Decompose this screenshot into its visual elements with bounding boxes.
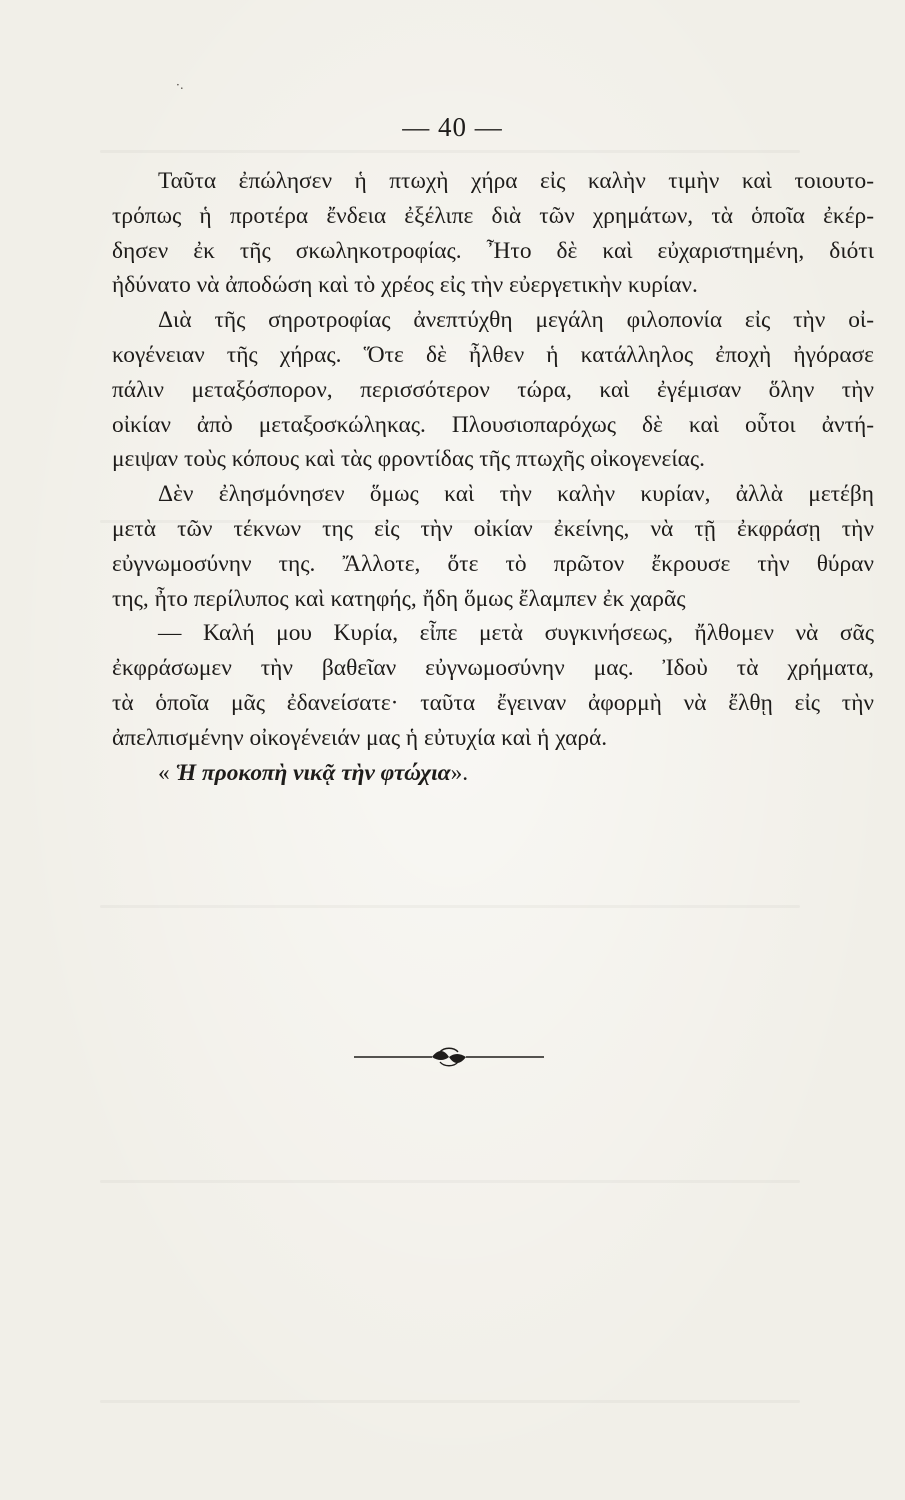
motto-text: Ἡ προκοπὴ νικᾷ τὴν φτώχια <box>175 759 451 786</box>
bleed-through-mark <box>100 905 800 908</box>
text-line: κογένειαν τῆς χήρας. Ὅτε δὲ ἦλθεν ἡ κατάλληλος ἐποχὴ ἠγόρασε <box>112 341 874 368</box>
text-line: Διὰ τῆς σηροτροφίας ἀνεπτύχθη μεγάλη φιλοπονία εἰς τὴν οἰ- <box>158 307 874 334</box>
motto-open-quote: « <box>158 759 170 786</box>
bleed-through-mark <box>100 1180 800 1183</box>
text-line: Δὲν ἐλησμόνησεν ὅμως καὶ τὴν καλὴν κυρίαν, ἀλλὰ μετέβη <box>158 481 874 508</box>
fleuron-divider-icon <box>354 1045 544 1069</box>
text-line: Ταῦτα ἐπώλησεν ἡ πτωχὴ χήρα εἰς καλὴν τιμὴν καὶ τοιουτο- <box>158 168 874 194</box>
text-line: εὐγνωμοσύνην της. Ἄλλοτε, ὅτε τὸ πρῶτον ἔκρουσε τὴν θύραν <box>112 550 874 577</box>
body-text <box>112 164 874 790</box>
text-line: τὰ ὁποῖα μᾶς ἐδανείσατε· ταῦτα ἔγειναν ἀφορμὴ νὰ ἔλθῃ εἰς τὴν <box>112 689 874 716</box>
text-line: δησεν ἐκ τῆς σκωληκοτροφίας. Ἦτο δὲ καὶ εὐχαριστημένη, διότι <box>112 237 874 264</box>
motto-line <box>112 756 874 791</box>
text-line: πάλιν μεταξόσπορον, περισσότερον τώρα, καὶ ἐγέμισαν ὅλην τὴν <box>112 376 874 403</box>
motto-close-quote: ». <box>450 759 469 786</box>
text-line: μετὰ τῶν τέκνων της εἰς τὴν οἰκίαν ἐκείνης, νὰ τῇ ἐκφράσῃ τὴν <box>112 515 874 542</box>
text-line: οἰκίαν ἀπὸ μεταξοσκώληκας. Πλουσιοπαρόχως δὲ καὶ οὗτοι ἀντή- <box>112 411 874 438</box>
bleed-through-mark <box>100 1400 800 1403</box>
text-line: της, ἦτο περίλυπος καὶ κατηφής, ἤδη ὅμως ἔλαμπεν ἐκ χαρᾶς <box>112 585 686 612</box>
text-line: τρόπως ἡ προτέρα ἔνδεια ἐξέλιπε διὰ τῶν χρημάτων, τὰ ὁποῖα ἐκέρ- <box>112 202 874 229</box>
ink-smudge: ·. <box>176 78 184 92</box>
text-line: μειψαν τοὺς κόπους καὶ τὰς φροντίδας τῆς πτωχῆς οἰκογενείας. <box>112 446 706 473</box>
text-line: ἠδύνατο νὰ ἀποδώση καὶ τὸ χρέος εἰς τὴν εὐεργετικὴν κυρίαν. <box>112 272 698 299</box>
dialogue-line: — Καλή μου Κυρία, εἶπε μετὰ συγκινήσεως, ἤλθομεν νὰ σᾶς <box>158 620 874 647</box>
bleed-through-mark <box>100 150 800 153</box>
page-number: — 40 — <box>402 112 503 142</box>
text-line: ἀπελπισμένην οἰκογένειάν μας ἡ εὐτυχία καὶ ἡ χαρά. <box>112 724 608 751</box>
text-line: ἐκφράσωμεν τὴν βαθεῖαν εὐγνωμοσύνην μας. Ἰδοὺ τὰ χρήματα, <box>112 655 874 682</box>
